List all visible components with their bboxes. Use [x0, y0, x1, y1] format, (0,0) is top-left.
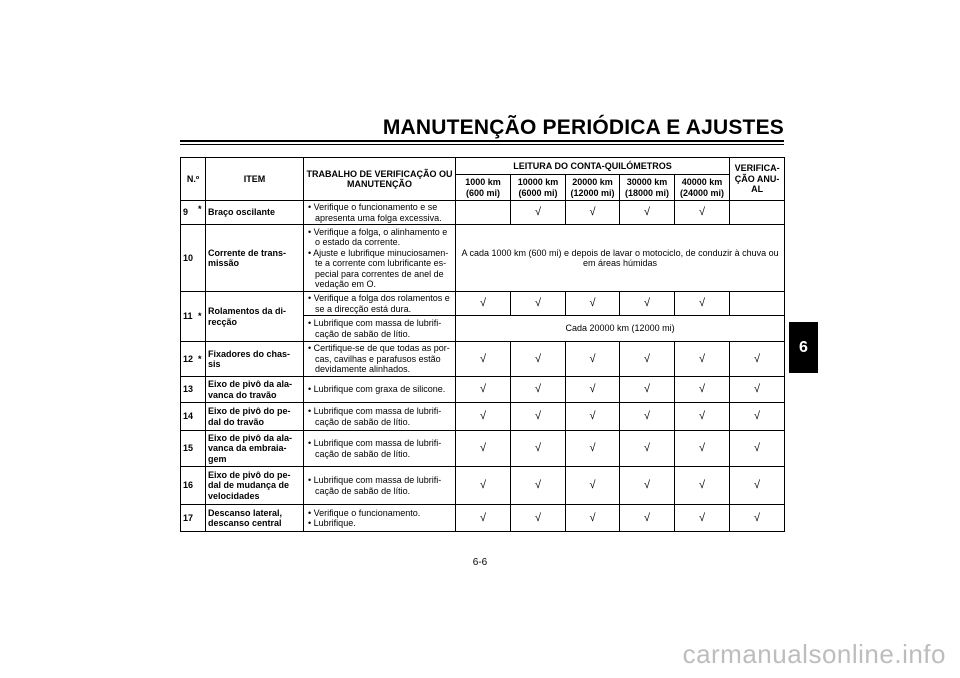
- check-mark: √: [456, 377, 511, 403]
- check-mark: √: [511, 403, 566, 431]
- table-row: [181, 201, 785, 225]
- check-mark: √: [730, 505, 785, 532]
- row-work: [304, 467, 456, 505]
- check-mark: √: [620, 403, 675, 431]
- watermark: carmanualsonline.info: [682, 639, 946, 669]
- header-odometer: LEITURA DO CONTA-QUILÓMETROS: [456, 158, 730, 175]
- table-row: [181, 342, 785, 377]
- check-mark: √: [566, 403, 620, 431]
- work-bullet: • Verifique a folga dos rolamentos e se a direcção está dura.: [308, 293, 450, 314]
- check-mark: √: [566, 467, 620, 505]
- check-mark: √: [730, 377, 785, 403]
- empty-cell: [456, 201, 511, 225]
- row-number: 9: [181, 201, 195, 225]
- header-work: TRABALHO DE VERIFICAÇÃO OU MANUTENÇÃO: [304, 158, 456, 201]
- check-mark: √: [620, 505, 675, 532]
- check-mark: √: [566, 292, 620, 316]
- title-rule-thin: [180, 144, 784, 145]
- work-bullet: • Lubrifique com massa de lubrifi-cação de sabão de lítio.: [308, 318, 442, 339]
- check-mark: √: [511, 377, 566, 403]
- row-work: [304, 342, 456, 377]
- row-star: [195, 505, 206, 532]
- row-item: Braço oscilante: [206, 201, 304, 225]
- row-number: 16: [181, 467, 195, 505]
- row-work: [304, 505, 456, 532]
- check-mark: √: [730, 467, 785, 505]
- check-mark: √: [566, 377, 620, 403]
- check-mark: √: [566, 505, 620, 532]
- work-bullet: • Verifique a folga, o alinhamento e o estado da corrente.: [308, 226, 448, 247]
- header-interval: 1000 km (600 mi): [456, 175, 511, 201]
- row-star: *: [195, 342, 206, 377]
- work-bullet: • Lubrifique com massa de lubrifi-cação de sabão de lítio.: [308, 475, 442, 496]
- check-mark: √: [511, 201, 566, 225]
- row-work: [304, 201, 456, 225]
- work-bullet: • Lubrifique com massa de lubrifi-cação de sabão de lítio.: [308, 438, 442, 459]
- check-mark: √: [566, 342, 620, 377]
- row-work: [304, 377, 456, 403]
- check-mark: √: [675, 377, 730, 403]
- check-mark: √: [456, 342, 511, 377]
- table-row: [181, 467, 785, 505]
- page-title: MANUTENÇÃO PERIÓDICA E AJUSTES: [382, 116, 784, 139]
- row-number: 10: [181, 225, 195, 292]
- row-star: *: [195, 292, 206, 342]
- row-item: Descanso lateral, descanso central: [206, 505, 304, 532]
- title-rule-thick: [180, 140, 784, 142]
- row-star: [195, 431, 206, 467]
- work-bullet: • Ajuste e lubrifique minuciosamen-te a corrente com lubrificante es-pecial para correntes de anel de vedação em O.: [308, 247, 449, 289]
- check-mark: √: [511, 431, 566, 467]
- work-bullet: • Verifique o funcionamento e se apresenta uma folga excessiva.: [308, 202, 442, 223]
- table-row: [181, 403, 785, 431]
- header-interval: 40000 km (24000 mi): [675, 175, 730, 201]
- check-mark: √: [620, 467, 675, 505]
- header-interval: 10000 km (6000 mi): [511, 175, 566, 201]
- check-mark: √: [456, 292, 511, 316]
- interval-note: A cada 1000 km (600 mi) e depois de lavar o motociclo, de conduzir à chuva ou em áreas húmidas: [456, 225, 785, 292]
- row-number: 12: [181, 342, 195, 377]
- check-mark: √: [675, 467, 730, 505]
- row-item: Eixo de pivô da ala-vanca da embraia-gem: [206, 431, 304, 467]
- table-row: [181, 292, 785, 316]
- check-mark: √: [730, 342, 785, 377]
- check-mark: √: [511, 467, 566, 505]
- row-work: [304, 316, 456, 342]
- check-mark: √: [456, 431, 511, 467]
- check-mark: √: [456, 403, 511, 431]
- check-mark: √: [456, 467, 511, 505]
- check-mark: √: [566, 431, 620, 467]
- row-number: 17: [181, 505, 195, 532]
- row-work: [304, 225, 456, 292]
- maintenance-table: [180, 157, 785, 532]
- header-interval: 30000 km (18000 mi): [620, 175, 675, 201]
- check-mark: √: [566, 201, 620, 225]
- check-mark: √: [511, 292, 566, 316]
- check-mark: √: [675, 201, 730, 225]
- check-mark: √: [620, 431, 675, 467]
- header-interval: 20000 km (12000 mi): [566, 175, 620, 201]
- table-row: [181, 377, 785, 403]
- table-row: [181, 431, 785, 467]
- row-number: 15: [181, 431, 195, 467]
- interval-note: Cada 20000 km (12000 mi): [456, 316, 785, 342]
- page-number: 6-6: [472, 557, 488, 568]
- work-bullet: • Certifique-se de que todas as por-cas, cavilhas e parafusos estão devidamente alinhados.: [308, 343, 450, 375]
- row-work: [304, 403, 456, 431]
- row-item: Rolamentos da di-recção: [206, 292, 304, 342]
- check-mark: √: [511, 505, 566, 532]
- empty-cell: [730, 201, 785, 225]
- row-number: 14: [181, 403, 195, 431]
- check-mark: √: [620, 342, 675, 377]
- row-work: [304, 431, 456, 467]
- work-bullet: • Verifique o funcionamento.: [308, 507, 421, 518]
- check-mark: √: [675, 505, 730, 532]
- row-star: [195, 377, 206, 403]
- chapter-tab: 6: [789, 322, 818, 373]
- check-mark: √: [675, 431, 730, 467]
- header-item: ITEM: [206, 158, 304, 201]
- work-bullet: • Lubrifique com graxa de silicone.: [308, 384, 446, 395]
- row-item: Fixadores do chas-sis: [206, 342, 304, 377]
- table-row: [181, 225, 785, 292]
- work-bullet: • Lubrifique.: [308, 518, 356, 528]
- empty-cell: [730, 292, 785, 316]
- row-number: 13: [181, 377, 195, 403]
- check-mark: √: [456, 505, 511, 532]
- row-item: Corrente de trans-missão: [206, 225, 304, 292]
- row-number: 11: [181, 292, 195, 342]
- check-mark: √: [675, 292, 730, 316]
- row-item: Eixo de pivô da ala-vanca do travão: [206, 377, 304, 403]
- row-star: *: [195, 201, 206, 225]
- row-star: [195, 403, 206, 431]
- check-mark: √: [675, 342, 730, 377]
- check-mark: √: [620, 377, 675, 403]
- row-work: [304, 292, 456, 316]
- work-bullet: • Lubrifique com massa de lubrifi-cação de sabão de lítio.: [308, 406, 442, 427]
- check-mark: √: [620, 292, 675, 316]
- table-row: [181, 505, 785, 532]
- check-mark: √: [730, 431, 785, 467]
- check-mark: √: [675, 403, 730, 431]
- row-star: [195, 467, 206, 505]
- row-item: Eixo de pivô do pe-dal de mudança de velocidades: [206, 467, 304, 505]
- row-star: [195, 225, 206, 292]
- row-item: Eixo de pivô do pe-dal do travão: [206, 403, 304, 431]
- check-mark: √: [511, 342, 566, 377]
- header-annual: VERIFICA-ÇÃO ANU-AL: [730, 158, 785, 201]
- check-mark: √: [620, 201, 675, 225]
- header-num: N.º: [181, 158, 206, 201]
- check-mark: √: [730, 403, 785, 431]
